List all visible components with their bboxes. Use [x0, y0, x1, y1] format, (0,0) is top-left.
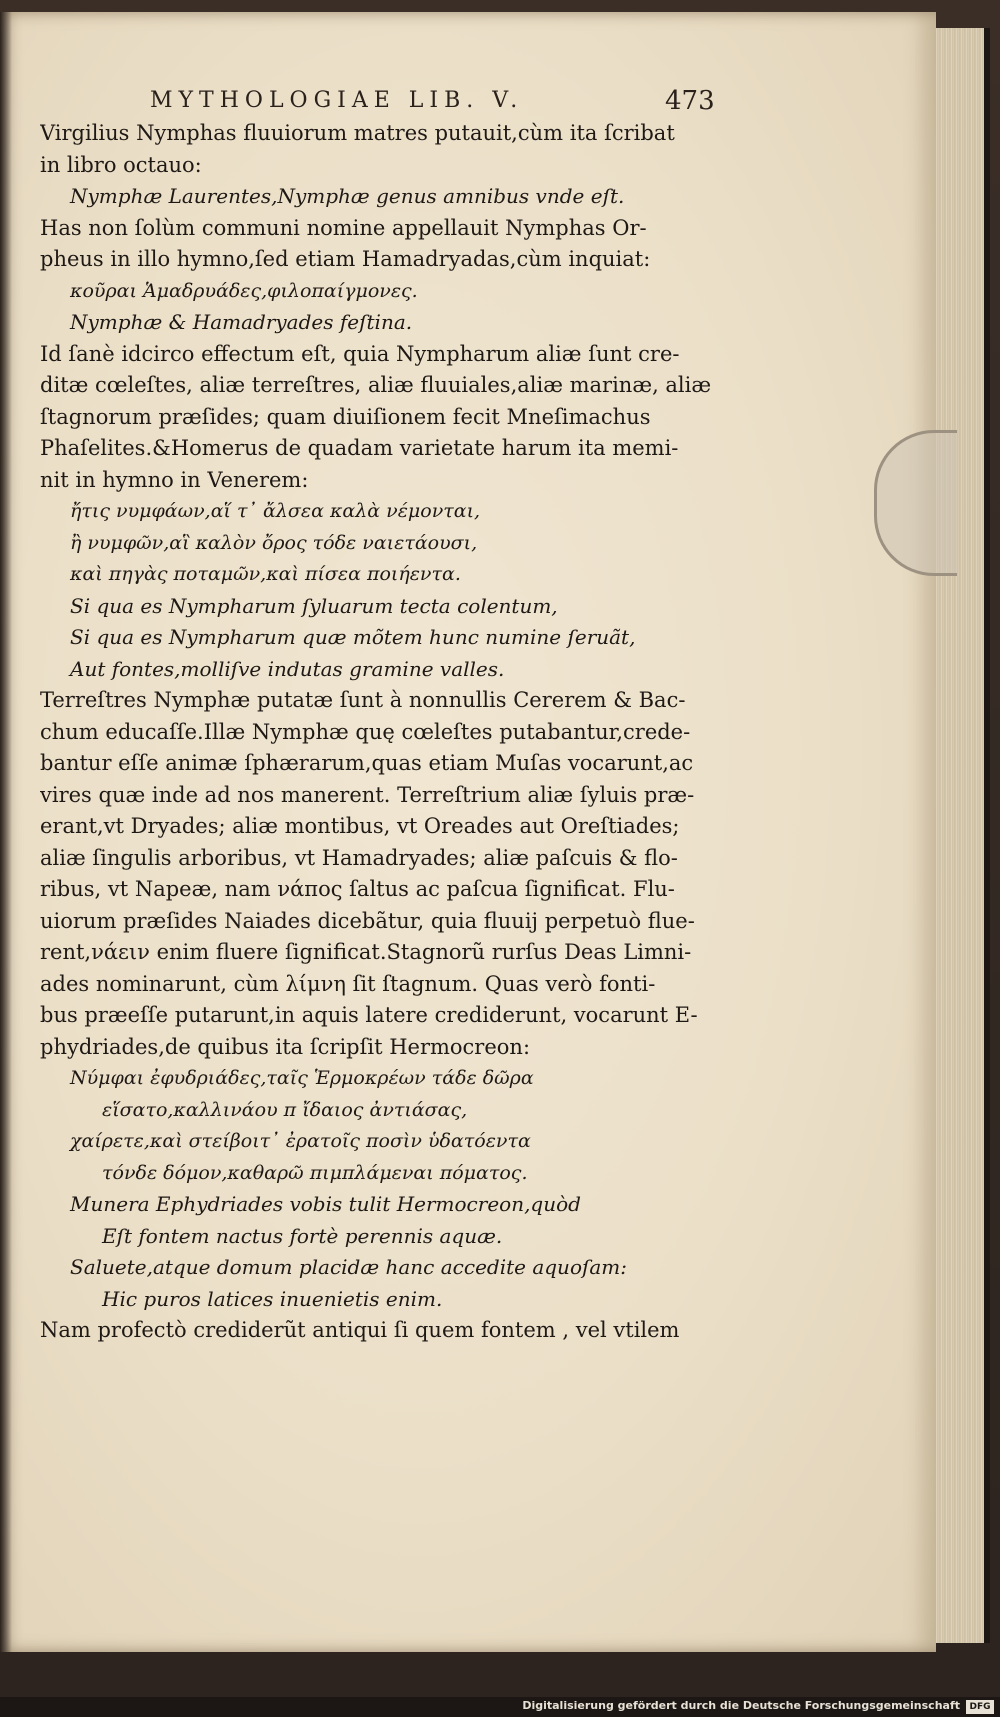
text-line: Virgilius Nymphas fluuiorum matres putauit,cùm ita ſcribat — [40, 121, 675, 145]
running-head: MYTHOLOGIAE LIB. V. — [150, 88, 524, 113]
text-line: erant,vt Dryades; aliæ montibus, vt Oreades aut Oreſtiades; — [40, 814, 680, 838]
greek-line: χαίρετε,καὶ στείβοιτ᾽ ἐρατοῖς ποσὶν ὑδατόεντα — [70, 1130, 531, 1152]
text-line: ſtagnorum præſides; quam diuiſionem fecit Mneſimachus — [40, 404, 651, 429]
text-line: bus præeſſe putarunt,in aquis latere crediderunt, vocarunt E- — [40, 1003, 698, 1027]
greek-line: εἵσατο,καλλινάου π ἴδαιος ἀντιάσας, — [102, 1098, 468, 1121]
text-line: aliæ ſingulis arboribus, vt Hamadryades; aliæ paſcuis & flo- — [40, 845, 678, 870]
text-line: in libro octauo: — [40, 152, 202, 177]
book-page-edges — [928, 28, 990, 1643]
text-line: ditæ cœleſtes, aliæ terreſtres, aliæ fluuiales,aliæ marinæ, aliæ — [40, 373, 712, 397]
text-line: uiorum præſides Naiades dicebãtur, quia fluuij perpetuò flue- — [40, 908, 695, 933]
verse-line: Saluete,atque domum placidæ hanc accedite aquoſam: — [70, 1255, 628, 1279]
greek-line: κοῦραι Ἁμαδρυάδες,φιλοπαίγμονες. — [70, 279, 418, 302]
text-line: ades nominarunt, cùm λίμνη ſit ſtagnum. Quas verò fonti- — [40, 971, 656, 996]
page-number: 473 — [665, 86, 715, 116]
verse-line: Si qua es Nympharum ſyluarum tecta colentum, — [70, 593, 558, 618]
text-line: chum educaſſe.Illæ Nymphæ quę cœleſtes putabantur,crede- — [40, 719, 691, 744]
verse-line: Aut fontes,molliſve indutas gramine valles. — [70, 656, 505, 681]
greek-line: τόνδε δόμον,καθαρῶ πιμπλάμεναι πόματος. — [102, 1161, 528, 1184]
text-line: ribus, vt Napeæ, nam νάπος ſaltus ac paſcua ſignificat. Flu- — [40, 877, 675, 901]
verse-line: Hic puros latices inuenietis enim. — [102, 1286, 443, 1311]
dfg-logo: DFG — [966, 1700, 994, 1714]
greek-line: ἤτις νυμφάων,αἵ τ᾽ ἄλσεα καλὰ νέμονται, — [70, 500, 481, 522]
text-line: Has non ſolùm communi nomine appellauit Nymphas Or- — [40, 215, 647, 240]
greek-line: Νύμφαι ἐφυδριάδες,ταῖς Ἑρμοκρέων τάδε δῶρα — [70, 1067, 534, 1089]
text-line: Id ſanè idcirco effectum eſt, quia Nympharum aliæ ſunt cre- — [40, 341, 680, 366]
text-line: Terreſtres Nymphæ putatæ ſunt à nonnullis Cererem & Bac- — [40, 688, 686, 712]
text-line: rent,νάειν enim fluere ſignificat.Stagnorũ rurſus Deas Limni- — [40, 940, 692, 964]
verse-line: Munera Ephydriades vobis tulit Hermocreon,quòd — [70, 1192, 581, 1216]
verse-line: Nymphæ Laurentes,Nymphæ genus amnibus vnde eſt. — [70, 184, 625, 208]
text-line: nit in hymno in Venerem: — [40, 467, 309, 492]
verse-line: Nymphæ & Hamadryades feſtina. — [70, 310, 413, 334]
text-line: vires quæ inde ad nos manerent. Terreſtrium aliæ ſyluis præ- — [40, 782, 695, 807]
text-line: pheus in illo hymno,ſed etiam Hamadryadas,cùm inquiat: — [40, 247, 651, 271]
text-line: bantur eſſe animæ ſphærarum,quas etiam Muſas vocarunt,ac — [40, 751, 694, 775]
text-block — [40, 118, 740, 1347]
gutter-shadow — [0, 12, 12, 1652]
text-line: Phaſelites.&Homerus de quadam varietate harum ita memi- — [40, 436, 679, 460]
text-line: phydriades,de quibus ita ſcripſit Hermocreon: — [40, 1034, 531, 1059]
verse-line: Si qua es Nympharum quæ mõtem hunc numine ſeruãt, — [70, 625, 636, 649]
verse-line: Eſt fontem nactus fortè perennis aquæ. — [102, 1223, 503, 1248]
greek-line: καὶ πηγὰς ποταμῶν,καὶ πίσεα ποιήεντα. — [70, 563, 461, 585]
text-line: Nam profectò crediderũt antiqui ſi quem fontem , vel vtilem — [40, 1318, 680, 1342]
greek-line: ἢ νυμφῶν,αἳ καλὸν ὄρος τόδε ναιετάουσι, — [70, 531, 478, 554]
digitization-credit: Digitalisierung gefördert durch die Deutsche Forschungsgemeinschaft — [522, 1699, 960, 1712]
